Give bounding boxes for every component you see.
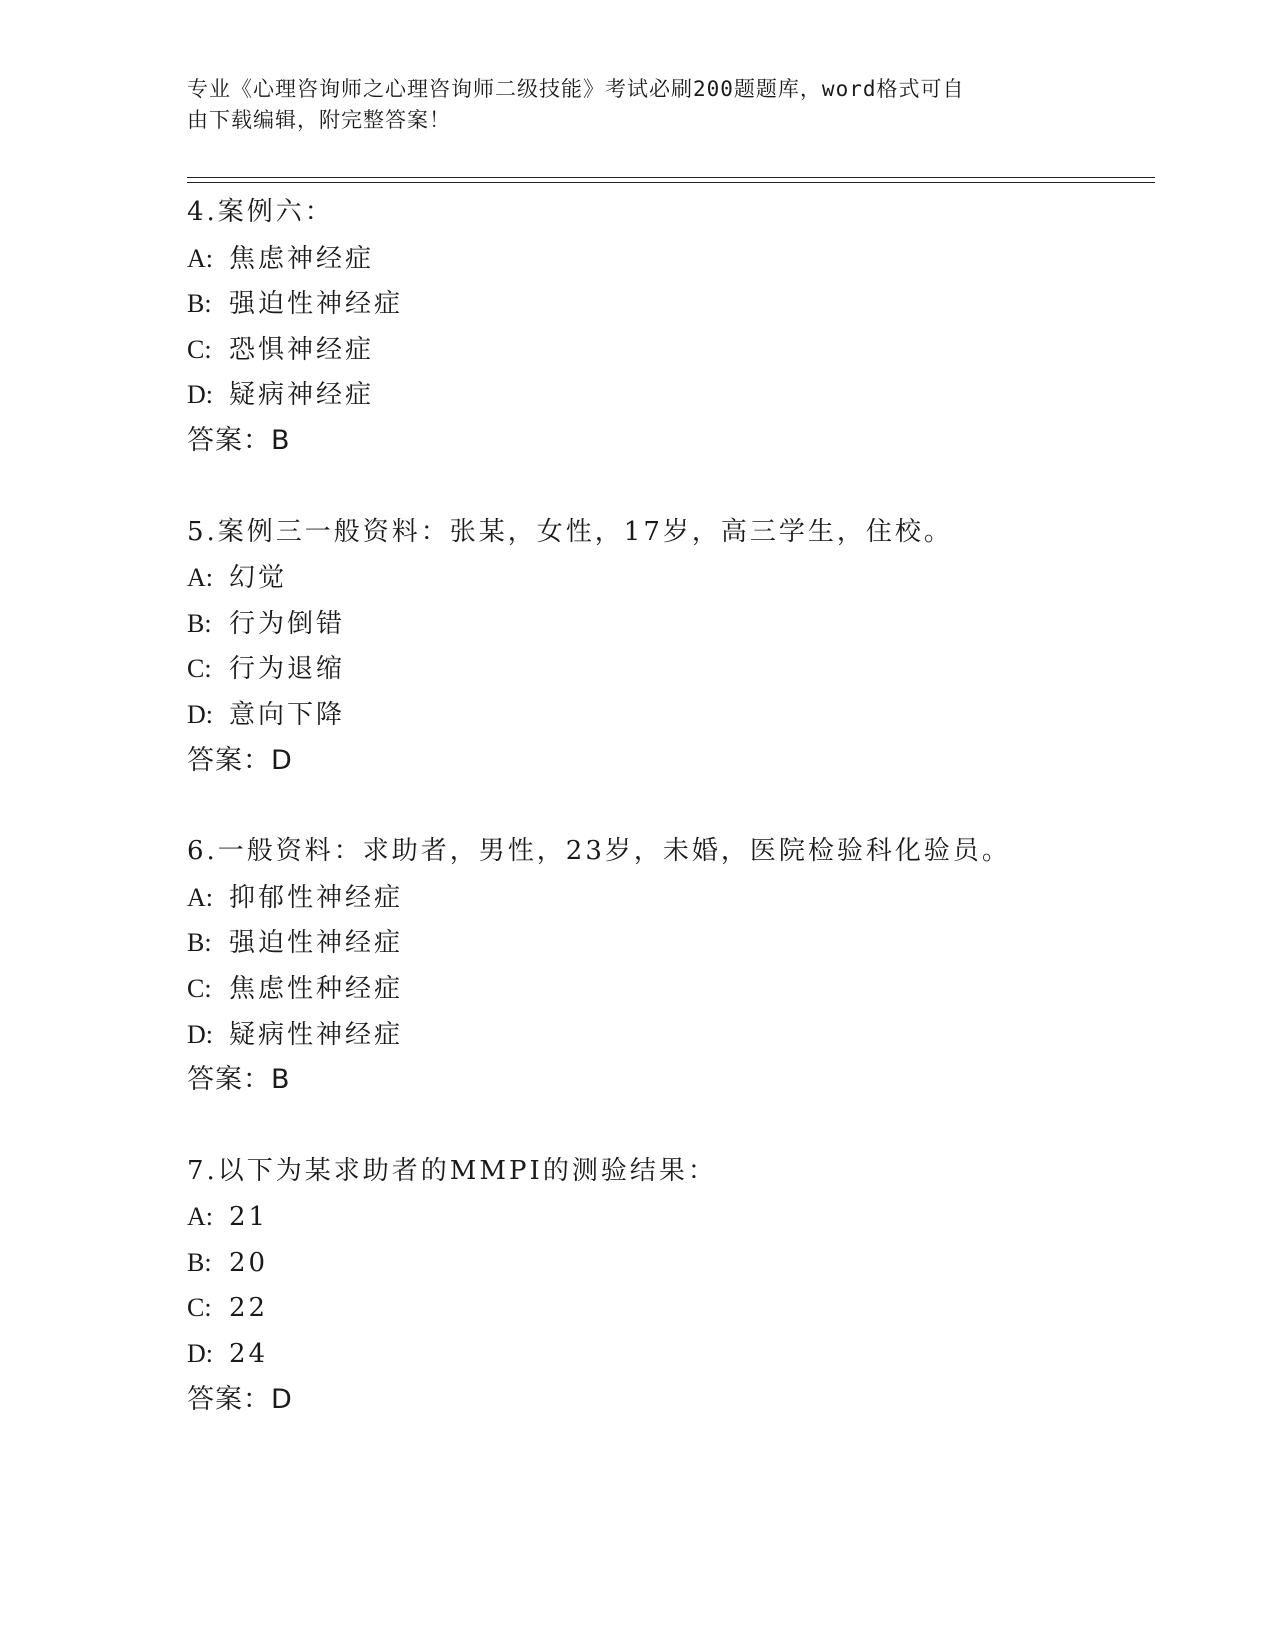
option-text: 意向下降: [229, 699, 346, 730]
option-label: A:: [187, 1202, 213, 1232]
option-label: C:: [187, 334, 212, 364]
option-text: 行为退缩: [229, 654, 346, 685]
option-label: D:: [187, 699, 213, 729]
option-text: 疑病性神经症: [229, 1019, 404, 1050]
header-divider-bottom: [187, 182, 1155, 183]
question-item: [187, 1149, 1155, 1423]
option-label: A:: [187, 243, 213, 273]
option-c: [187, 327, 1155, 373]
option-text: 行为倒错: [229, 608, 346, 639]
option-c: [187, 966, 1155, 1012]
option-a: [187, 1194, 1155, 1240]
question-item: [187, 829, 1155, 1103]
option-text: 幻觉: [229, 563, 288, 594]
option-label: C:: [187, 654, 212, 684]
option-label: A:: [187, 882, 213, 912]
option-label: C:: [187, 1293, 212, 1323]
option-text: 恐惧神经症: [229, 334, 375, 365]
option-label: D:: [187, 1339, 213, 1369]
header-line-1: 专业《心理咨询师之心理咨询师二级技能》考试必刷200题题库，word格式可自: [187, 77, 965, 101]
option-b: [187, 1240, 1155, 1286]
option-b: [187, 281, 1155, 327]
option-label: C:: [187, 973, 212, 1003]
document-header: [187, 74, 1087, 136]
option-d: [187, 692, 1155, 738]
question-list: [187, 190, 1155, 1468]
option-text: 20: [229, 1247, 269, 1278]
option-a: [187, 875, 1155, 921]
answer-line: 答案：D: [187, 744, 293, 776]
option-text: 24: [229, 1339, 269, 1370]
option-a: [187, 236, 1155, 282]
option-label: A:: [187, 563, 213, 593]
option-text: 疑病神经症: [229, 380, 375, 411]
option-label: D:: [187, 380, 213, 410]
option-label: B:: [187, 1247, 212, 1277]
option-text: 21: [229, 1202, 269, 1233]
option-text: 22: [229, 1293, 269, 1324]
option-text: 焦虑性种经症: [229, 973, 404, 1004]
option-text: 抑郁性神经症: [229, 882, 404, 913]
option-label: B:: [187, 608, 212, 638]
question-item: [187, 190, 1155, 464]
answer-line: 答案：B: [187, 424, 291, 456]
header-line-2: 由下载编辑，附完整答案！: [187, 108, 451, 132]
question-stem: 4.案例六：: [187, 197, 334, 227]
option-d: [187, 1331, 1155, 1377]
header-divider-top: [187, 177, 1155, 178]
option-text: 强迫性神经症: [229, 928, 404, 959]
option-label: B:: [187, 289, 212, 319]
question-stem: 5.案例三一般资料：张某，女性，17岁，高三学生，住校。: [187, 516, 953, 547]
option-c: [187, 646, 1155, 692]
option-text: 焦虑神经症: [229, 243, 375, 274]
question-stem: 6.一般资料：求助者，男性，23岁，未婚，医院检验科化验员。: [187, 836, 1011, 867]
option-c: [187, 1285, 1155, 1331]
option-b: [187, 920, 1155, 966]
option-label: D:: [187, 1019, 213, 1049]
option-label: B:: [187, 928, 212, 958]
answer-line: 答案：B: [187, 1064, 291, 1096]
answer-line: 答案：D: [187, 1383, 293, 1415]
option-d: [187, 372, 1155, 418]
option-text: 强迫性神经症: [229, 289, 404, 320]
option-b: [187, 601, 1155, 647]
option-a: [187, 555, 1155, 601]
question-item: [187, 510, 1155, 784]
option-d: [187, 1012, 1155, 1058]
question-stem: 7.以下为某求助者的MMPI的测验结果：: [187, 1155, 717, 1186]
